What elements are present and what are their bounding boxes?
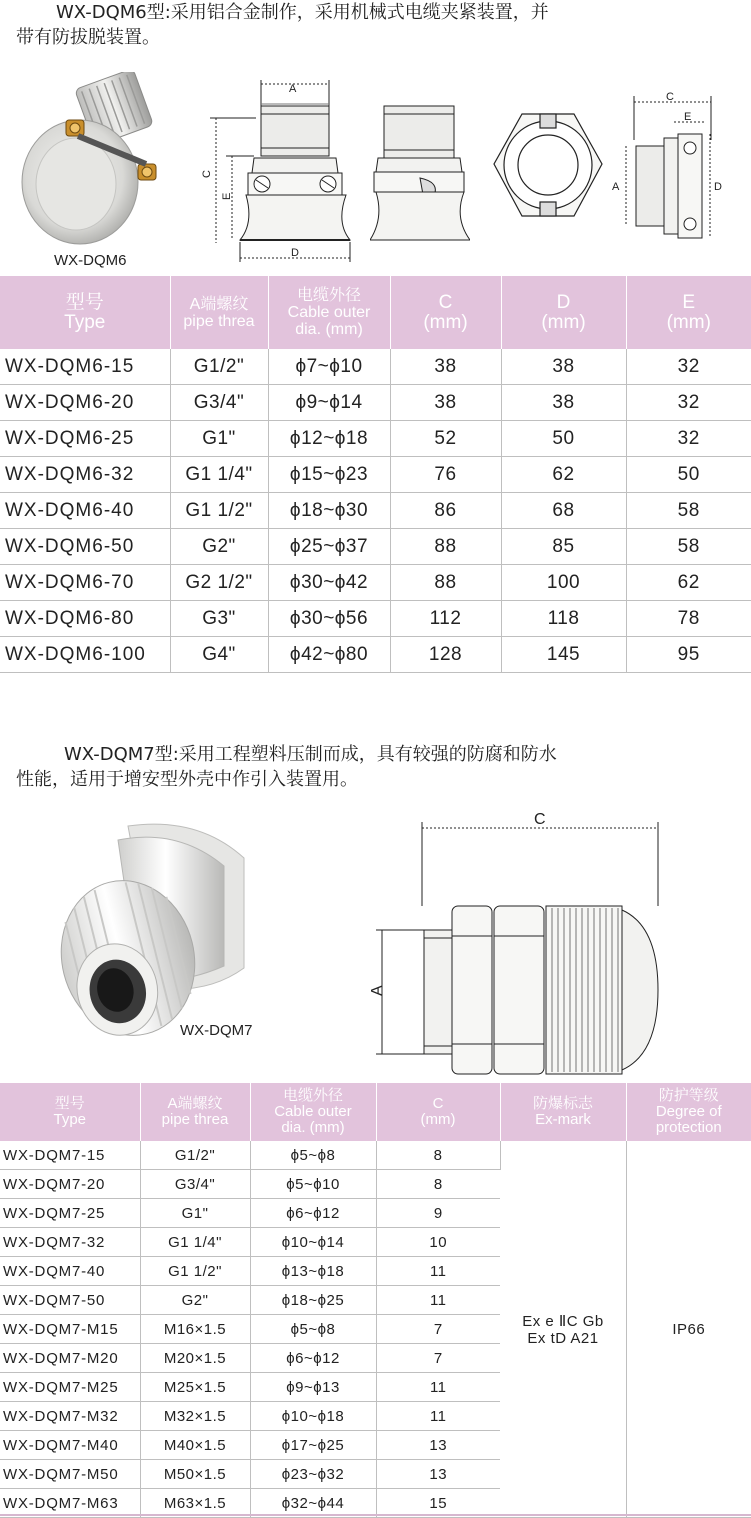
dim-label-d: D	[291, 247, 299, 259]
dqm6-product-photo	[18, 72, 188, 252]
cell-d: 50	[501, 421, 626, 457]
cell-thread: M25×1.5	[140, 1373, 250, 1402]
header-d: D (mm)	[501, 276, 626, 349]
table-header-row	[0, 276, 751, 349]
cell-thread: G2"	[140, 1286, 250, 1315]
header-type: 型号 Type	[0, 1083, 140, 1141]
cell-model: WX-DQM7-20	[0, 1170, 140, 1199]
cell-thread: G1 1/2"	[170, 493, 268, 529]
cell-model: WX-DQM6-50	[0, 529, 170, 565]
cell-e: 50	[626, 457, 751, 493]
cell-cable: ϕ10~ϕ18	[250, 1402, 376, 1431]
ex-mark-line2: Ex tD A21	[527, 1329, 599, 1347]
cell-cable: ϕ30~ϕ56	[268, 601, 390, 637]
cell-c: 52	[390, 421, 501, 457]
cell-c: 10	[376, 1228, 500, 1257]
cell-e: 78	[626, 601, 751, 637]
header-thread: A端螺纹 pipe threa	[170, 276, 268, 349]
cell-c: 38	[390, 349, 501, 385]
cell-c: 112	[390, 601, 501, 637]
cell-cable: ϕ42~ϕ80	[268, 637, 390, 673]
dqm6-intro	[56, 0, 736, 25]
cell-thread: M63×1.5	[140, 1489, 250, 1518]
cell-c: 86	[390, 493, 501, 529]
cell-cable: ϕ18~ϕ25	[250, 1286, 376, 1315]
cell-cable: ϕ6~ϕ12	[250, 1344, 376, 1373]
cell-model: WX-DQM6-15	[0, 349, 170, 385]
cell-thread: G1 1/4"	[170, 457, 268, 493]
cell-c: 11	[376, 1373, 500, 1402]
cell-c: 38	[390, 385, 501, 421]
cell-model: WX-DQM7-50	[0, 1286, 140, 1315]
cell-c: 11	[376, 1402, 500, 1431]
dqm6-drawing-top	[492, 112, 604, 222]
dim-label-e: E	[221, 192, 233, 200]
cell-cable: ϕ10~ϕ14	[250, 1228, 376, 1257]
cell-model: WX-DQM6-100	[0, 637, 170, 673]
cell-model: WX-DQM7-M32	[0, 1402, 140, 1431]
cell-c: 8	[376, 1141, 500, 1170]
table-row	[0, 1141, 751, 1170]
cell-model: WX-DQM7-15	[0, 1141, 140, 1170]
dqm6-intro-line2: 带有防拔脱装置。	[16, 27, 160, 48]
cell-d: 68	[501, 493, 626, 529]
dqm6-drawing-front	[370, 100, 470, 245]
table-row	[0, 565, 751, 601]
header-cable: 电缆外径 Cable outer dia. (mm)	[268, 276, 390, 349]
dqm7-product-photo	[48, 818, 248, 1043]
cell-e: 58	[626, 529, 751, 565]
dim-label-e2: E	[684, 111, 692, 123]
dqm7-intro-line1: WX-DQM7型:采用工程塑料压制而成，具有较强的防腐和防水	[64, 744, 557, 765]
cell-cable: ϕ9~ϕ13	[250, 1373, 376, 1402]
dim-label-a: A	[289, 83, 297, 95]
cell-cable: ϕ9~ϕ14	[268, 385, 390, 421]
cell-model: WX-DQM6-20	[0, 385, 170, 421]
cell-model: WX-DQM6-40	[0, 493, 170, 529]
table-header-row	[0, 1083, 751, 1141]
cell-model: WX-DQM6-80	[0, 601, 170, 637]
cell-d: 85	[501, 529, 626, 565]
cell-cable: ϕ23~ϕ32	[250, 1460, 376, 1489]
cell-thread: G1/2"	[170, 349, 268, 385]
dqm7-intro-line2-wrap	[16, 767, 358, 792]
cell-thread: M40×1.5	[140, 1431, 250, 1460]
cell-model: WX-DQM6-32	[0, 457, 170, 493]
cell-thread: G2"	[170, 529, 268, 565]
cell-model: WX-DQM7-M15	[0, 1315, 140, 1344]
cell-c: 9	[376, 1199, 500, 1228]
table-row	[0, 349, 751, 385]
cell-cable: ϕ32~ϕ44	[250, 1489, 376, 1518]
dim-label-d2: D	[714, 181, 722, 193]
cell-protection: IP66	[626, 1141, 751, 1518]
dqm6-drawing-side-right	[606, 88, 728, 248]
cell-cable: ϕ7~ϕ10	[268, 349, 390, 385]
header-thread: A端螺纹 pipe threa	[140, 1083, 250, 1141]
cell-cable: ϕ5~ϕ8	[250, 1315, 376, 1344]
header-cable: 电缆外径 Cable outer dia. (mm)	[250, 1083, 376, 1141]
cell-cable: ϕ12~ϕ18	[268, 421, 390, 457]
cell-ex-mark	[500, 1141, 626, 1518]
cell-thread: G3/4"	[170, 385, 268, 421]
cell-model: WX-DQM7-M20	[0, 1344, 140, 1373]
cell-cable: ϕ5~ϕ8	[250, 1141, 376, 1170]
dqm7-drawing	[360, 806, 670, 1078]
header-protection: 防护等级 Degree of protection	[626, 1083, 751, 1141]
table-row	[0, 601, 751, 637]
dim-label-c2: C	[666, 91, 674, 103]
dqm7-spec-table	[0, 1083, 751, 1518]
cell-d: 118	[501, 601, 626, 637]
cell-thread: G4"	[170, 637, 268, 673]
cell-thread: G1"	[140, 1199, 250, 1228]
cell-c: 7	[376, 1315, 500, 1344]
cell-cable: ϕ15~ϕ23	[268, 457, 390, 493]
cell-c: 128	[390, 637, 501, 673]
cell-thread: M32×1.5	[140, 1402, 250, 1431]
cell-thread: G2 1/2"	[170, 565, 268, 601]
cell-thread: M16×1.5	[140, 1315, 250, 1344]
cell-d: 38	[501, 349, 626, 385]
table-row	[0, 493, 751, 529]
dim-label-a: A	[369, 985, 386, 996]
cell-cable: ϕ30~ϕ42	[268, 565, 390, 601]
cell-e: 62	[626, 565, 751, 601]
cell-model: WX-DQM6-70	[0, 565, 170, 601]
header-type: 型号 Type	[0, 276, 170, 349]
cell-c: 88	[390, 529, 501, 565]
cell-c: 8	[376, 1170, 500, 1199]
cell-e: 32	[626, 385, 751, 421]
cell-cable: ϕ18~ϕ30	[268, 493, 390, 529]
bottom-rule	[0, 1514, 751, 1516]
table-row	[0, 385, 751, 421]
dqm7-intro-line2: 性能，适用于增安型外壳中作引入装置用。	[16, 769, 358, 790]
dqm7-intro	[64, 742, 744, 767]
cell-thread: G1 1/2"	[140, 1257, 250, 1286]
dqm6-drawing-side	[196, 78, 366, 268]
header-e: E (mm)	[626, 276, 751, 349]
table-row	[0, 637, 751, 673]
cell-c: 15	[376, 1489, 500, 1518]
cell-model: WX-DQM7-M25	[0, 1373, 140, 1402]
cell-thread: G1 1/4"	[140, 1228, 250, 1257]
header-c: C (mm)	[390, 276, 501, 349]
header-c: C (mm)	[376, 1083, 500, 1141]
cell-cable: ϕ6~ϕ12	[250, 1199, 376, 1228]
cell-cable: ϕ13~ϕ18	[250, 1257, 376, 1286]
cell-model: WX-DQM7-32	[0, 1228, 140, 1257]
cell-d: 100	[501, 565, 626, 601]
cell-c: 88	[390, 565, 501, 601]
cell-model: WX-DQM6-25	[0, 421, 170, 457]
cell-d: 62	[501, 457, 626, 493]
cell-c: 13	[376, 1431, 500, 1460]
cell-model: WX-DQM7-M40	[0, 1431, 140, 1460]
cell-thread: G3"	[170, 601, 268, 637]
ex-mark-line1: Ex e ⅡC Gb	[522, 1312, 604, 1330]
cell-e: 95	[626, 637, 751, 673]
cell-model: WX-DQM7-40	[0, 1257, 140, 1286]
cell-c: 11	[376, 1286, 500, 1315]
cell-cable: ϕ5~ϕ10	[250, 1170, 376, 1199]
cell-c: 13	[376, 1460, 500, 1489]
dim-label-c: C	[534, 811, 546, 828]
cell-e: 58	[626, 493, 751, 529]
dqm6-intro-line1: WX-DQM6型:采用铝合金制作，采用机械式电缆夹紧装置，并	[56, 2, 549, 23]
cell-cable: ϕ25~ϕ37	[268, 529, 390, 565]
cell-e: 32	[626, 421, 751, 457]
cell-c: 76	[390, 457, 501, 493]
cell-d: 38	[501, 385, 626, 421]
header-ex-mark: 防爆标志 Ex-mark	[500, 1083, 626, 1141]
table-row	[0, 457, 751, 493]
cell-model: WX-DQM7-M50	[0, 1460, 140, 1489]
table-row	[0, 529, 751, 565]
cell-model: WX-DQM7-25	[0, 1199, 140, 1228]
table-row	[0, 421, 751, 457]
dim-label-c: C	[201, 170, 213, 178]
cell-e: 32	[626, 349, 751, 385]
cell-thread: M20×1.5	[140, 1344, 250, 1373]
cell-thread: G1"	[170, 421, 268, 457]
dqm7-caption: WX-DQM7	[180, 1022, 253, 1039]
cell-c: 7	[376, 1344, 500, 1373]
dqm6-intro-line2-wrap	[16, 25, 160, 50]
dqm6-caption: WX-DQM6	[54, 252, 127, 269]
cell-d: 145	[501, 637, 626, 673]
dim-label-a2: A	[612, 181, 620, 193]
cell-c: 11	[376, 1257, 500, 1286]
cell-thread: G1/2"	[140, 1141, 250, 1170]
dqm6-spec-table	[0, 276, 751, 673]
cell-thread: G3/4"	[140, 1170, 250, 1199]
cell-thread: M50×1.5	[140, 1460, 250, 1489]
cell-cable: ϕ17~ϕ25	[250, 1431, 376, 1460]
cell-model: WX-DQM7-M63	[0, 1489, 140, 1518]
